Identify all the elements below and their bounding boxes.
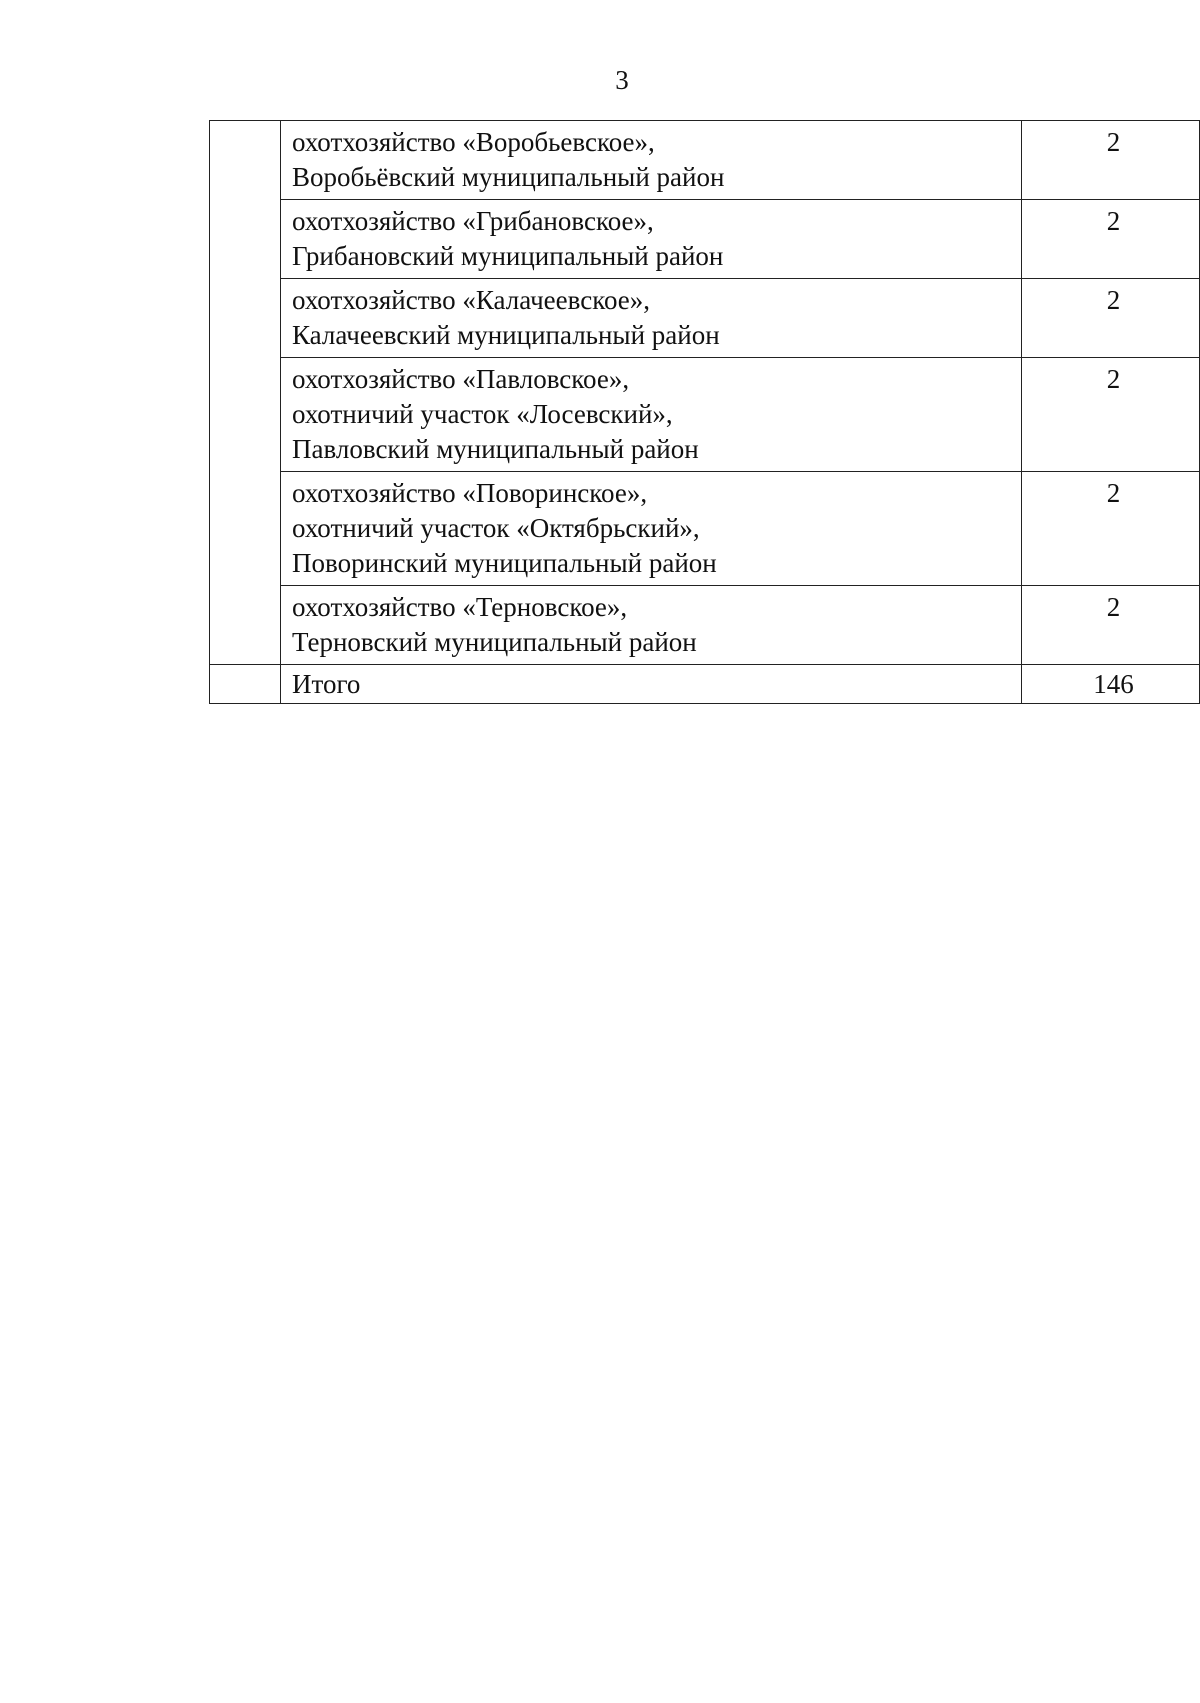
total-count: 146 — [1022, 665, 1200, 704]
name-line: охотхозяйство «Воробьевское», — [292, 127, 655, 157]
total-label: Итого — [281, 665, 1022, 704]
count-cell: 2 — [1022, 586, 1200, 665]
name-line: Воробьёвский муниципальный район — [292, 162, 725, 192]
name-cell — [281, 358, 1022, 472]
name-line: охотхозяйство «Грибановское», — [292, 206, 654, 236]
name-line: охотхозяйство «Калачеевское», — [292, 285, 651, 315]
name-cell — [281, 586, 1022, 665]
table-row — [210, 586, 1200, 665]
name-line: охотхозяйство «Павловское», — [292, 364, 630, 394]
count-cell: 2 — [1022, 200, 1200, 279]
name-cell — [281, 121, 1022, 200]
total-number-cell — [210, 665, 281, 704]
name-line: охотничий участок «Октябрьский», — [292, 513, 700, 543]
count-cell: 2 — [1022, 279, 1200, 358]
name-line: Грибановский муниципальный район — [292, 241, 724, 271]
name-cell — [281, 200, 1022, 279]
page-number: 3 — [615, 65, 629, 95]
hunting-grounds-table — [209, 120, 1200, 704]
table-row — [210, 121, 1200, 200]
name-line: Терновский муниципальный район — [292, 627, 697, 657]
table-row — [210, 279, 1200, 358]
name-cell — [281, 279, 1022, 358]
table-body — [210, 121, 1200, 704]
name-line: Поворинский муниципальный район — [292, 548, 717, 578]
name-line: охотхозяйство «Терновское», — [292, 592, 628, 622]
name-line: Калачеевский муниципальный район — [292, 320, 720, 350]
total-row — [210, 665, 1200, 704]
table-row — [210, 358, 1200, 472]
name-line: охотничий участок «Лосевский», — [292, 399, 673, 429]
count-cell: 2 — [1022, 121, 1200, 200]
table-row — [210, 200, 1200, 279]
table-row — [210, 472, 1200, 586]
name-line: охотхозяйство «Поворинское», — [292, 478, 648, 508]
count-cell: 2 — [1022, 472, 1200, 586]
name-line: Павловский муниципальный район — [292, 434, 699, 464]
name-cell — [281, 472, 1022, 586]
number-cell — [210, 121, 281, 665]
count-cell: 2 — [1022, 358, 1200, 472]
